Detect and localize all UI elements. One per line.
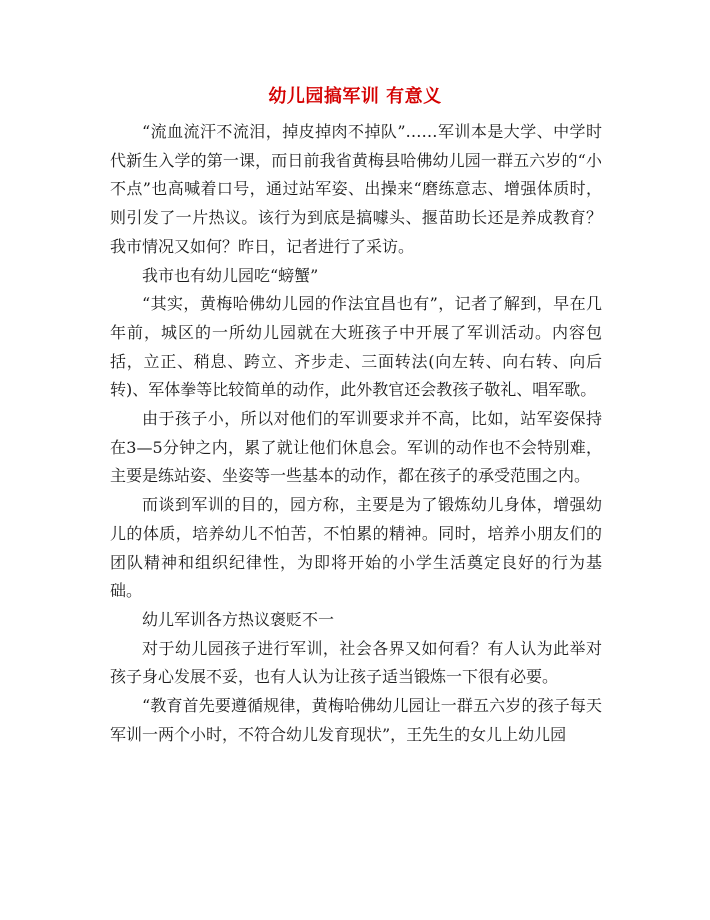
- paragraph-opinions: 对于幼儿园孩子进行军训，社会各界又如何看？有人认为此举对孩子身心发展不妥，也有人认为让孩子适当锻炼一下很有必要。: [110, 638, 602, 687]
- paragraph-intro: “流血流汗不流泪，掉皮掉肉不掉队”……军训本是大学、中学时代新生入学的第一课，而日前我省黄梅县哈佛幼儿园一群五六岁的“小不点”也高喊着口号，通过站军姿、出操来“磨练意志、增强体质时，则引发了一片热议。该行为到底是搞噱头、揠苗助长还是养成教育？我市情况又如何？昨日，记者进行了采访。: [110, 122, 602, 256]
- document-body: [110, 118, 602, 749]
- paragraph-quote: “教育首先要遵循规律，黄梅哈佛幼儿园让一群五六岁的孩子每天军训一两个小时，不符合幼儿发育现状”，王先生的女儿上幼儿园: [110, 696, 602, 744]
- paragraph-purpose: 而谈到军训的目的，园方称，主要是为了锻炼幼儿身体，增强幼儿的体质，培养幼儿不怕苦，不怕累的精神。同时，培养小朋友们的团队精神和组织纪律性，为即将开始的小学生活奠定良好的行为基础。: [110, 495, 602, 601]
- document-title: 幼儿园搞军训 有意义: [268, 86, 442, 107]
- paragraph-local-example: “其实，黄梅哈佛幼儿园的作法宜昌也有”，记者了解到，早在几年前，城区的一所幼儿园就在大班孩子中开展了军训活动。内容包括，立正、稍息、跨立、齐步走、三面转法(向左转、向右转、向后转)、军体拳等比较简单的动作，此外教官还会教孩子敬礼、唱军歌。: [110, 294, 602, 400]
- section-heading-local: 我市也有幼儿园吃“螃蟹”: [142, 265, 319, 285]
- section-heading-debate: 幼儿军训各方热议褒贬不一: [142, 609, 335, 629]
- paragraph-requirements: 由于孩子小，所以对他们的军训要求并不高，比如，站军姿保持在3—5分钟之内，累了就让他们休息会。军训的动作也不会特别难，主要是练站姿、坐姿等一些基本的动作，都在孩子的承受范围之内。: [110, 409, 602, 486]
